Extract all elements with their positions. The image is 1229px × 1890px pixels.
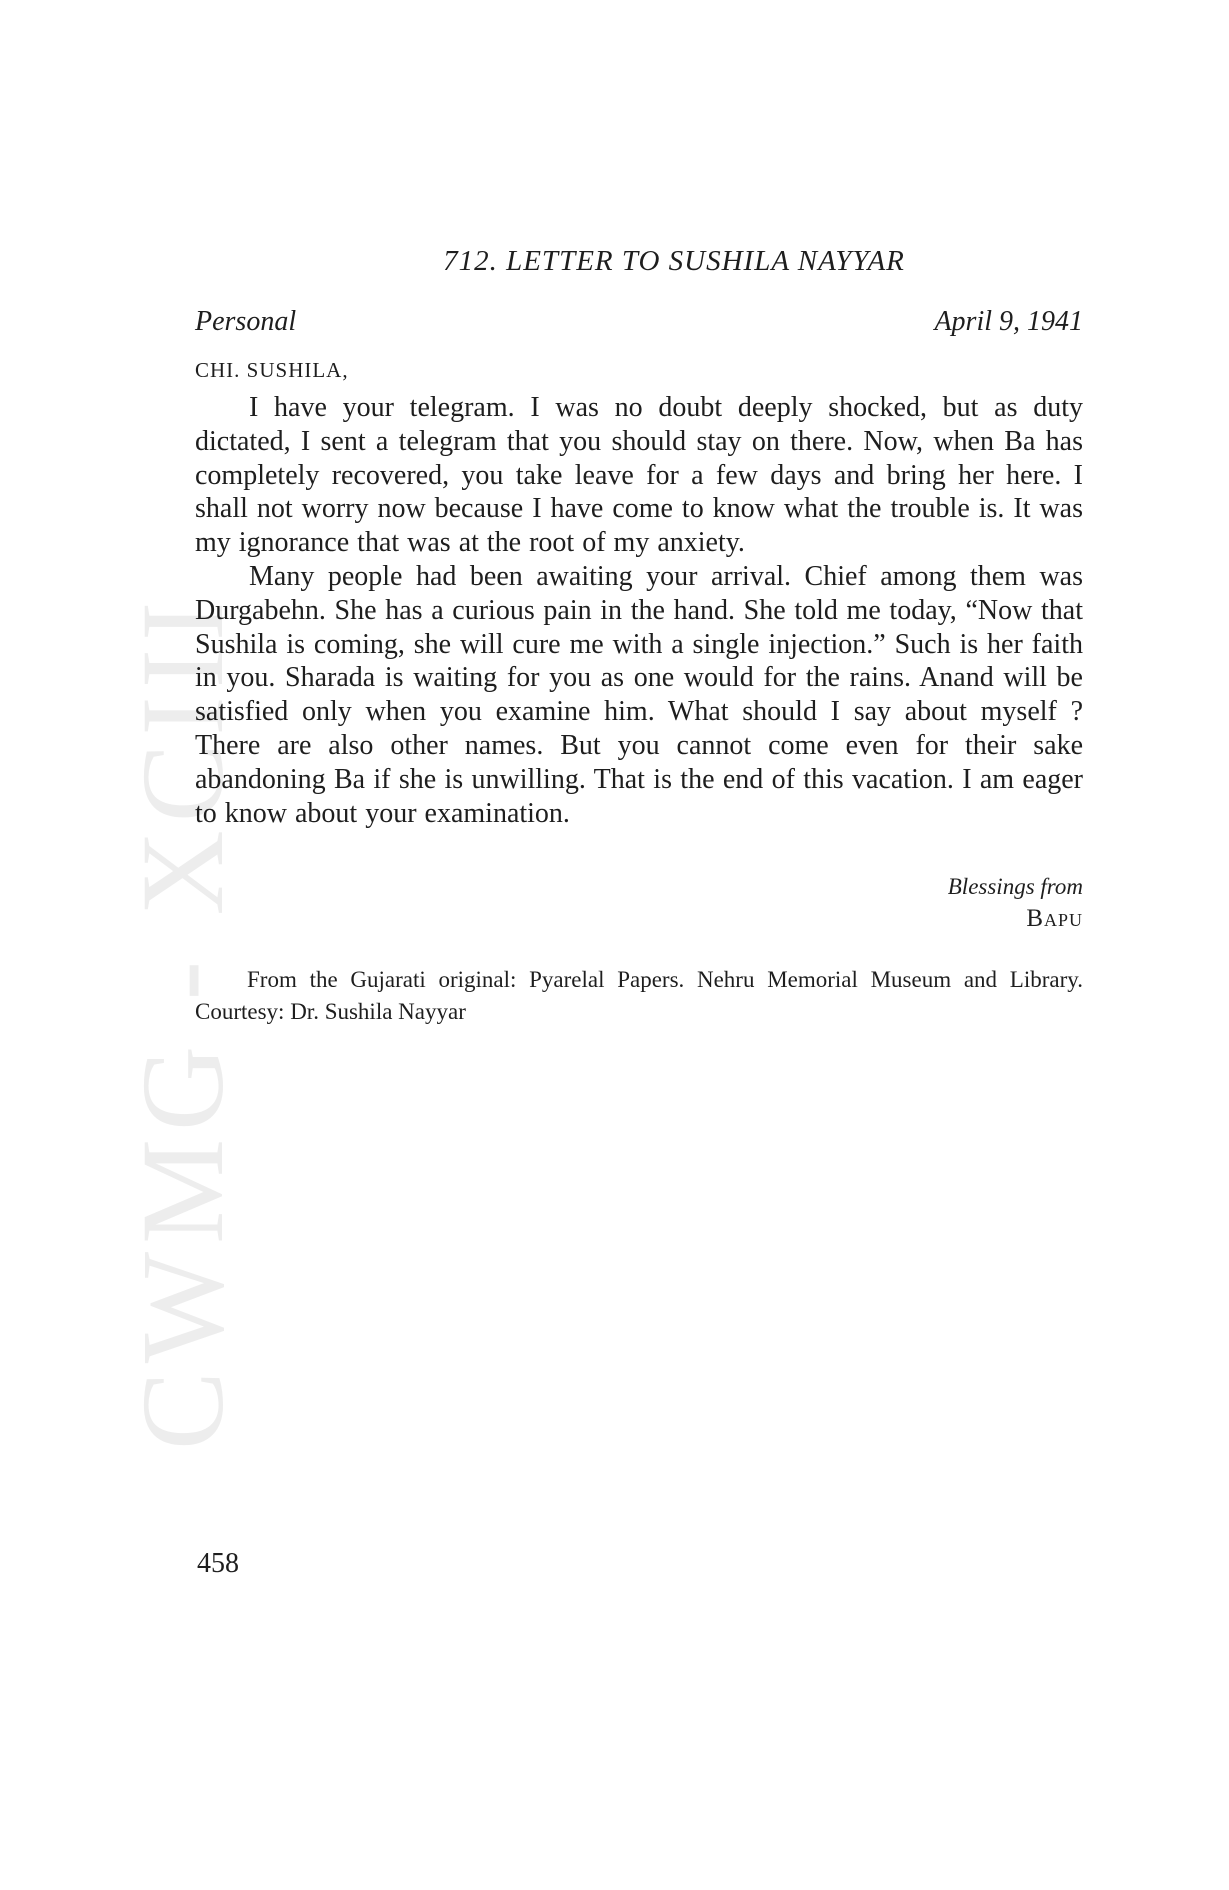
signature: Bapu (1026, 905, 1083, 933)
page-number: 458 (197, 1548, 239, 1579)
closing-block (195, 872, 1083, 936)
letter-content (195, 245, 1083, 1028)
paragraph-2: Many people had been awaiting your arrival. Chief among them was Durgabehn. She has a curious pain in the hand. She told me today, “Now that Sushila is coming, she will cure me with a single injection.” Such is her faith in you. Sharada is waiting for you as one would for the rains. Anand will be satisfied only when you examine him. What should I say about myself ? There are also other names. But you cannot come even for their sake abandoning Ba if she is unwilling. That is the end of this vacation. I am eager to know about your examination. (195, 560, 1083, 829)
salutation: CHI. SUSHILA, (195, 358, 349, 382)
source-note: From the Gujarati original: Pyarelal Papers. Nehru Memorial Museum and Library. Courtesy: Dr. Sushila Nayyar (195, 967, 1083, 1025)
watermark-text: CWMG - XCIII (117, 593, 248, 1450)
letter-date: April 9, 1941 (934, 306, 1083, 337)
document-title: 712. LETTER TO SUSHILA NAYYAR (443, 245, 905, 277)
paragraph-1: I have your telegram. I was no doubt deeply shocked, but as duty dictated, I sent a telegram that you should stay on there. Now, when Ba has completely recovered, you take leave for a few days and bring her here. I shall not worry now because I have come to know what the trouble is. It was my ignorance that was at the root of my anxiety. (195, 392, 1083, 559)
meta-row (195, 306, 1083, 338)
closing-phrase: Blessings from (947, 874, 1083, 900)
personal-label: Personal (195, 306, 297, 337)
